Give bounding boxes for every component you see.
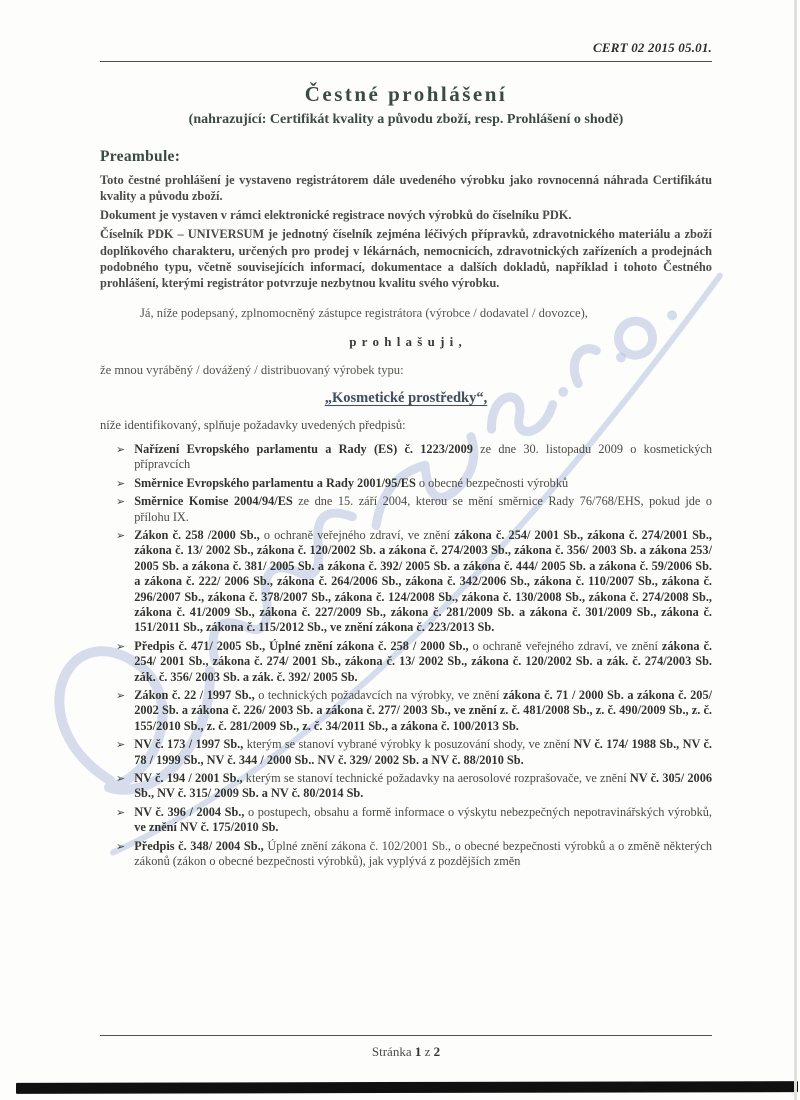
list-bullet-icon: ➢	[116, 688, 126, 702]
product-intro: že mnou vyráběný / dovážený / distribuovaný výrobek typu:	[100, 362, 404, 377]
preamble-paragraph-3: Číselník PDK – UNIVERSUM je jednotný číselník zejména léčivých přípravků, zdravotnického materiálu a zboží doplňkového charakteru, určených pro prodej v lékárnách, nemocnicích, zdravotnických zařízeních a prodejnách podobného typu, včetně souvisejících informací, dokumentace a dalších dokladů, například i tohoto Čestného prohlášení, kterými registrátor potvrzuje nezbytnou kvalitu svého výrobku.	[100, 227, 712, 290]
page-number: Stránka 1 z 2	[371, 1044, 441, 1059]
list-bullet-icon: ➢	[116, 805, 126, 819]
regulation-text: Předpis č. 348/ 2004 Sb., Úplné znění zákona č. 102/2001 Sb., o obecné bezpečnosti výrobků a o změně některých zákonů (zákon o obecné bezpečnosti výrobků), jak vyplývá z pozdějších změn	[134, 838, 712, 869]
scan-artifact-right	[794, 0, 797, 1100]
header-rule	[100, 61, 712, 62]
regulation-text: Zákon č. 258 /2000 Sb., o ochraně veřejného zdraví, ve znění zákona č. 254/ 2001 Sb., zákona č. 274/2001 Sb., zákona č. 13/ 2002 Sb., zákona č. 120/2002 Sb. a zákona č. 274/2003 Sb., zákona č. 356/ 2003 Sb. a zákona 253/ 2005 Sb. a zákona č. 381/ 2005 Sb. a zákona č. 392/ 2005 Sb. a zákona č. 444/ 2005 Sb. a zákona č. 59/2006 Sb. a zákona č. 222/ 2006 Sb., zákona č. 264/2006 Sb., zákona č. 342/2006 Sb., zákona č. 110/2007 Sb., zákona č. 296/2007 Sb., zákona č. 378/2007 Sb., zákona č. 124/2008 Sb., zákona č. 130/2008 Sb., zákona č. 274/2008 Sb., zákona č. 41/2009 Sb., zákona č. 227/2009 Sb., zákona č. 281/2009 Sb. a zákona č. 301/2009 Sb., zákona č. 151/2011 Sb., zákona č. 115/2012 Sb., ve znění zákona č. 223/2013 Sb.	[134, 527, 712, 635]
list-bullet-icon: ➢	[116, 639, 126, 653]
preamble-heading: Preambule:	[100, 148, 181, 165]
list-bullet-icon: ➢	[116, 495, 126, 509]
regulation-text: NV č. 173 / 1997 Sb., kterým se stanoví vybrané výrobky k posuzování shody, ve znění NV č. 174/ 1988 Sb., NV č. 78 / 1999 Sb., NV č. 344 / 2000 Sb.. NV č. 329/ 2002 Sb. a NV č. 88/2010 Sb.	[134, 737, 712, 767]
regulation-text: NV č. 396 / 2004 Sb., o postupech, obsahu a formě informace o výskytu nebezpečných nepotravinářských výrobků, ve znění NV č. 175/2010 Sb.	[134, 804, 712, 835]
product-type: „Kosmetické prostředky“,	[324, 389, 488, 406]
list-bullet-icon: ➢	[116, 839, 126, 853]
regulation-text: Směrnice Evropského parlamentu a Rady 2001/95/ES o obecné bezpečnosti výrobků	[134, 475, 569, 490]
regulation-item	[116, 839, 712, 870]
regulation-text: NV č. 194 / 2001 Sb., kterým se stanoví technické požadavky na aerosolové rozprašovače, ve znění NV č. 305/ 2006 Sb., NV č. 315/ 2009 Sb. a NV č. 80/2014 Sb.	[134, 771, 712, 801]
list-bullet-icon: ➢	[116, 772, 126, 785]
regulation-item	[116, 528, 712, 636]
regulation-text: Nařízení Evropského parlamentu a Rady (ES) č. 1223/2009 ze dne 30. listopadu 2009 o kosmetických přípravcích	[134, 441, 712, 472]
regulation-text: Zákon č. 22 / 1997 Sb., o technických požadavcích na výrobky, ve znění zákona č. 71 / 2000 Sb. a zákona č. 205/ 2002 Sb. a zákona č. 226/ 2003 Sb. a zákona č. 277/ 2003 Sb., ve znění z. č. 481/2008 Sb., z. č. 490/2009 Sb., z. č. 155/2010 Sb., z. č. 281/2009 Sb., z. č. 34/2011 Sb., a zákona č. 100/2013 Sb.	[134, 687, 713, 733]
document-title: Čestné prohlášení	[304, 82, 508, 106]
regulation-item	[116, 476, 712, 491]
regulation-item	[116, 442, 712, 473]
declaration-verb: p r o h l a š u j i ,	[349, 333, 463, 349]
list-bullet-icon: ➢	[116, 738, 126, 752]
regulation-text: Předpis č. 471/ 2005 Sb., Úplné znění zákona č. 258 / 2000 Sb., o ochraně veřejného zdraví, ve znění zákona č. 254/ 2001 Sb., zákona č. 274/ 2001 Sb., zákona č. 13/ 2002 Sb., zákona č. 120/2002 Sb. a zák. č. 274/2003 Sb. zák. č. 356/ 2003 Sb. a zák. č. 392/ 2005 Sb.	[134, 638, 712, 684]
list-bullet-icon: ➢	[116, 442, 126, 456]
regulation-item	[116, 737, 712, 768]
preamble-paragraph-2: Dokument je vystaven v rámci elektronické registrace nových výrobků do číselníku PDK.	[100, 208, 572, 223]
page-footer	[100, 1035, 712, 1060]
regulation-item	[116, 494, 712, 525]
scan-artifact-bottom	[16, 1081, 798, 1094]
list-bullet-icon: ➢	[116, 528, 126, 542]
declarant-intro: Já, níže podepsaný, zplnomocněný zástupce registrátora (výrobce / dodavatel / dovozce),	[140, 305, 588, 320]
document-ref: CERT 02 2015 05.01.	[592, 40, 712, 55]
list-intro: níže identifikovaný, splňuje požadavky uvedených předpisů:	[100, 417, 406, 432]
product-type-line	[100, 389, 712, 407]
document-subtitle: (nahrazující: Certifikát kvality a původu zboží, resp. Prohlášení o shodě)	[188, 112, 624, 127]
regulation-text: Směrnice Komise 2004/94/ES ze dne 15. září 2004, kterou se mění směrnice Rady 76/768/EHS, pokud jde o přílohu IX.	[134, 494, 712, 524]
regulation-item	[116, 771, 712, 802]
regulation-item	[116, 639, 712, 685]
regulation-item	[116, 805, 712, 836]
regulation-list	[100, 442, 712, 870]
list-bullet-icon: ➢	[116, 476, 126, 490]
preamble-paragraph-1: Toto čestné prohlášení je vystaveno registrátorem dále uvedeného výrobku jako rovnocenná náhrada Certifikátu kvality a původu zboží.	[100, 173, 712, 204]
regulation-item	[116, 688, 712, 734]
